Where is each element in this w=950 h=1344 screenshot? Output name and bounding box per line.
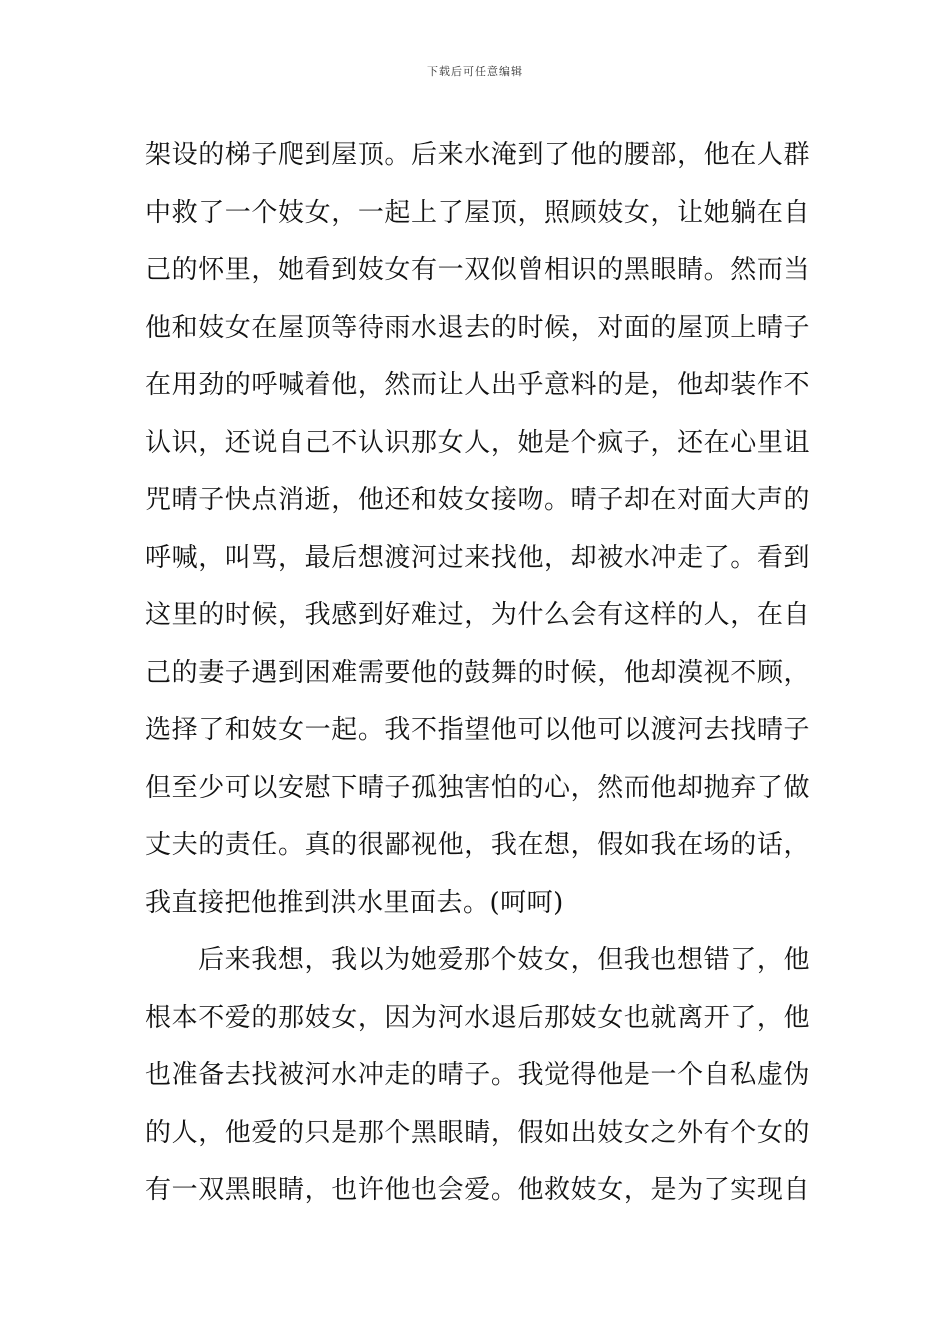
paragraph-start-line: 后来我想，我以为她爱那个妓女，但我也想错了，他 [198,945,810,975]
text-line: 我直接把他推到洪水里面去。(呵呵) [145,887,564,918]
text-line: 己的妻子遇到困难需要他的鼓舞的时候，他却漠视不顾， [145,657,810,688]
text-line: 中救了一个妓女，一起上了屋顶，照顾妓女，让她躺在自 [145,197,810,228]
text-line: 根本不爱的那妓女，因为河水退后那妓女也就离开了，他 [145,1002,810,1033]
text-line: 呼喊，叫骂，最后想渡河过来找他，却被水冲走了。看到 [145,542,810,573]
page-header: 下载后可任意编辑 [427,65,523,78]
text-line: 选择了和妓女一起。我不指望他可以他可以渡河去找晴子 [145,715,810,745]
text-line: 但至少可以安慰下晴子孤独害怕的心，然而他却抛弃了做 [145,772,810,803]
text-line: 己的怀里，她看到妓女有一双似曾相识的黑眼睛。然而当 [145,255,810,285]
text-line: 在用劲的呼喊着他，然而让人出乎意料的是，他却装作不 [145,370,810,400]
body-text [145,127,810,1220]
text-line: 也准备去找被河水冲走的晴子。我觉得他是一个自私虚伪 [145,1060,810,1090]
text-line: 架设的梯子爬到屋顶。后来水淹到了他的腰部，他在人群 [145,140,810,170]
text-line: 认识，还说自己不认识那女人，她是个疯子，还在心里诅 [145,427,810,458]
text-line: 他和妓女在屋顶等待雨水退去的时候，对面的屋顶上晴子 [145,312,810,343]
text-line: 咒晴子快点消逝，他还和妓女接吻。晴子却在对面大声的 [145,485,810,515]
text-line: 这里的时候，我感到好难过，为什么会有这样的人，在自 [145,600,810,630]
text-line: 丈夫的责任。真的很鄙视他，我在想，假如我在场的话， [145,830,810,860]
text-line: 的人，他爱的只是那个黑眼睛，假如出妓女之外有个女的 [145,1117,810,1148]
text-line: 有一双黑眼睛，也许他也会爱。他救妓女，是为了实现自 [145,1175,810,1205]
